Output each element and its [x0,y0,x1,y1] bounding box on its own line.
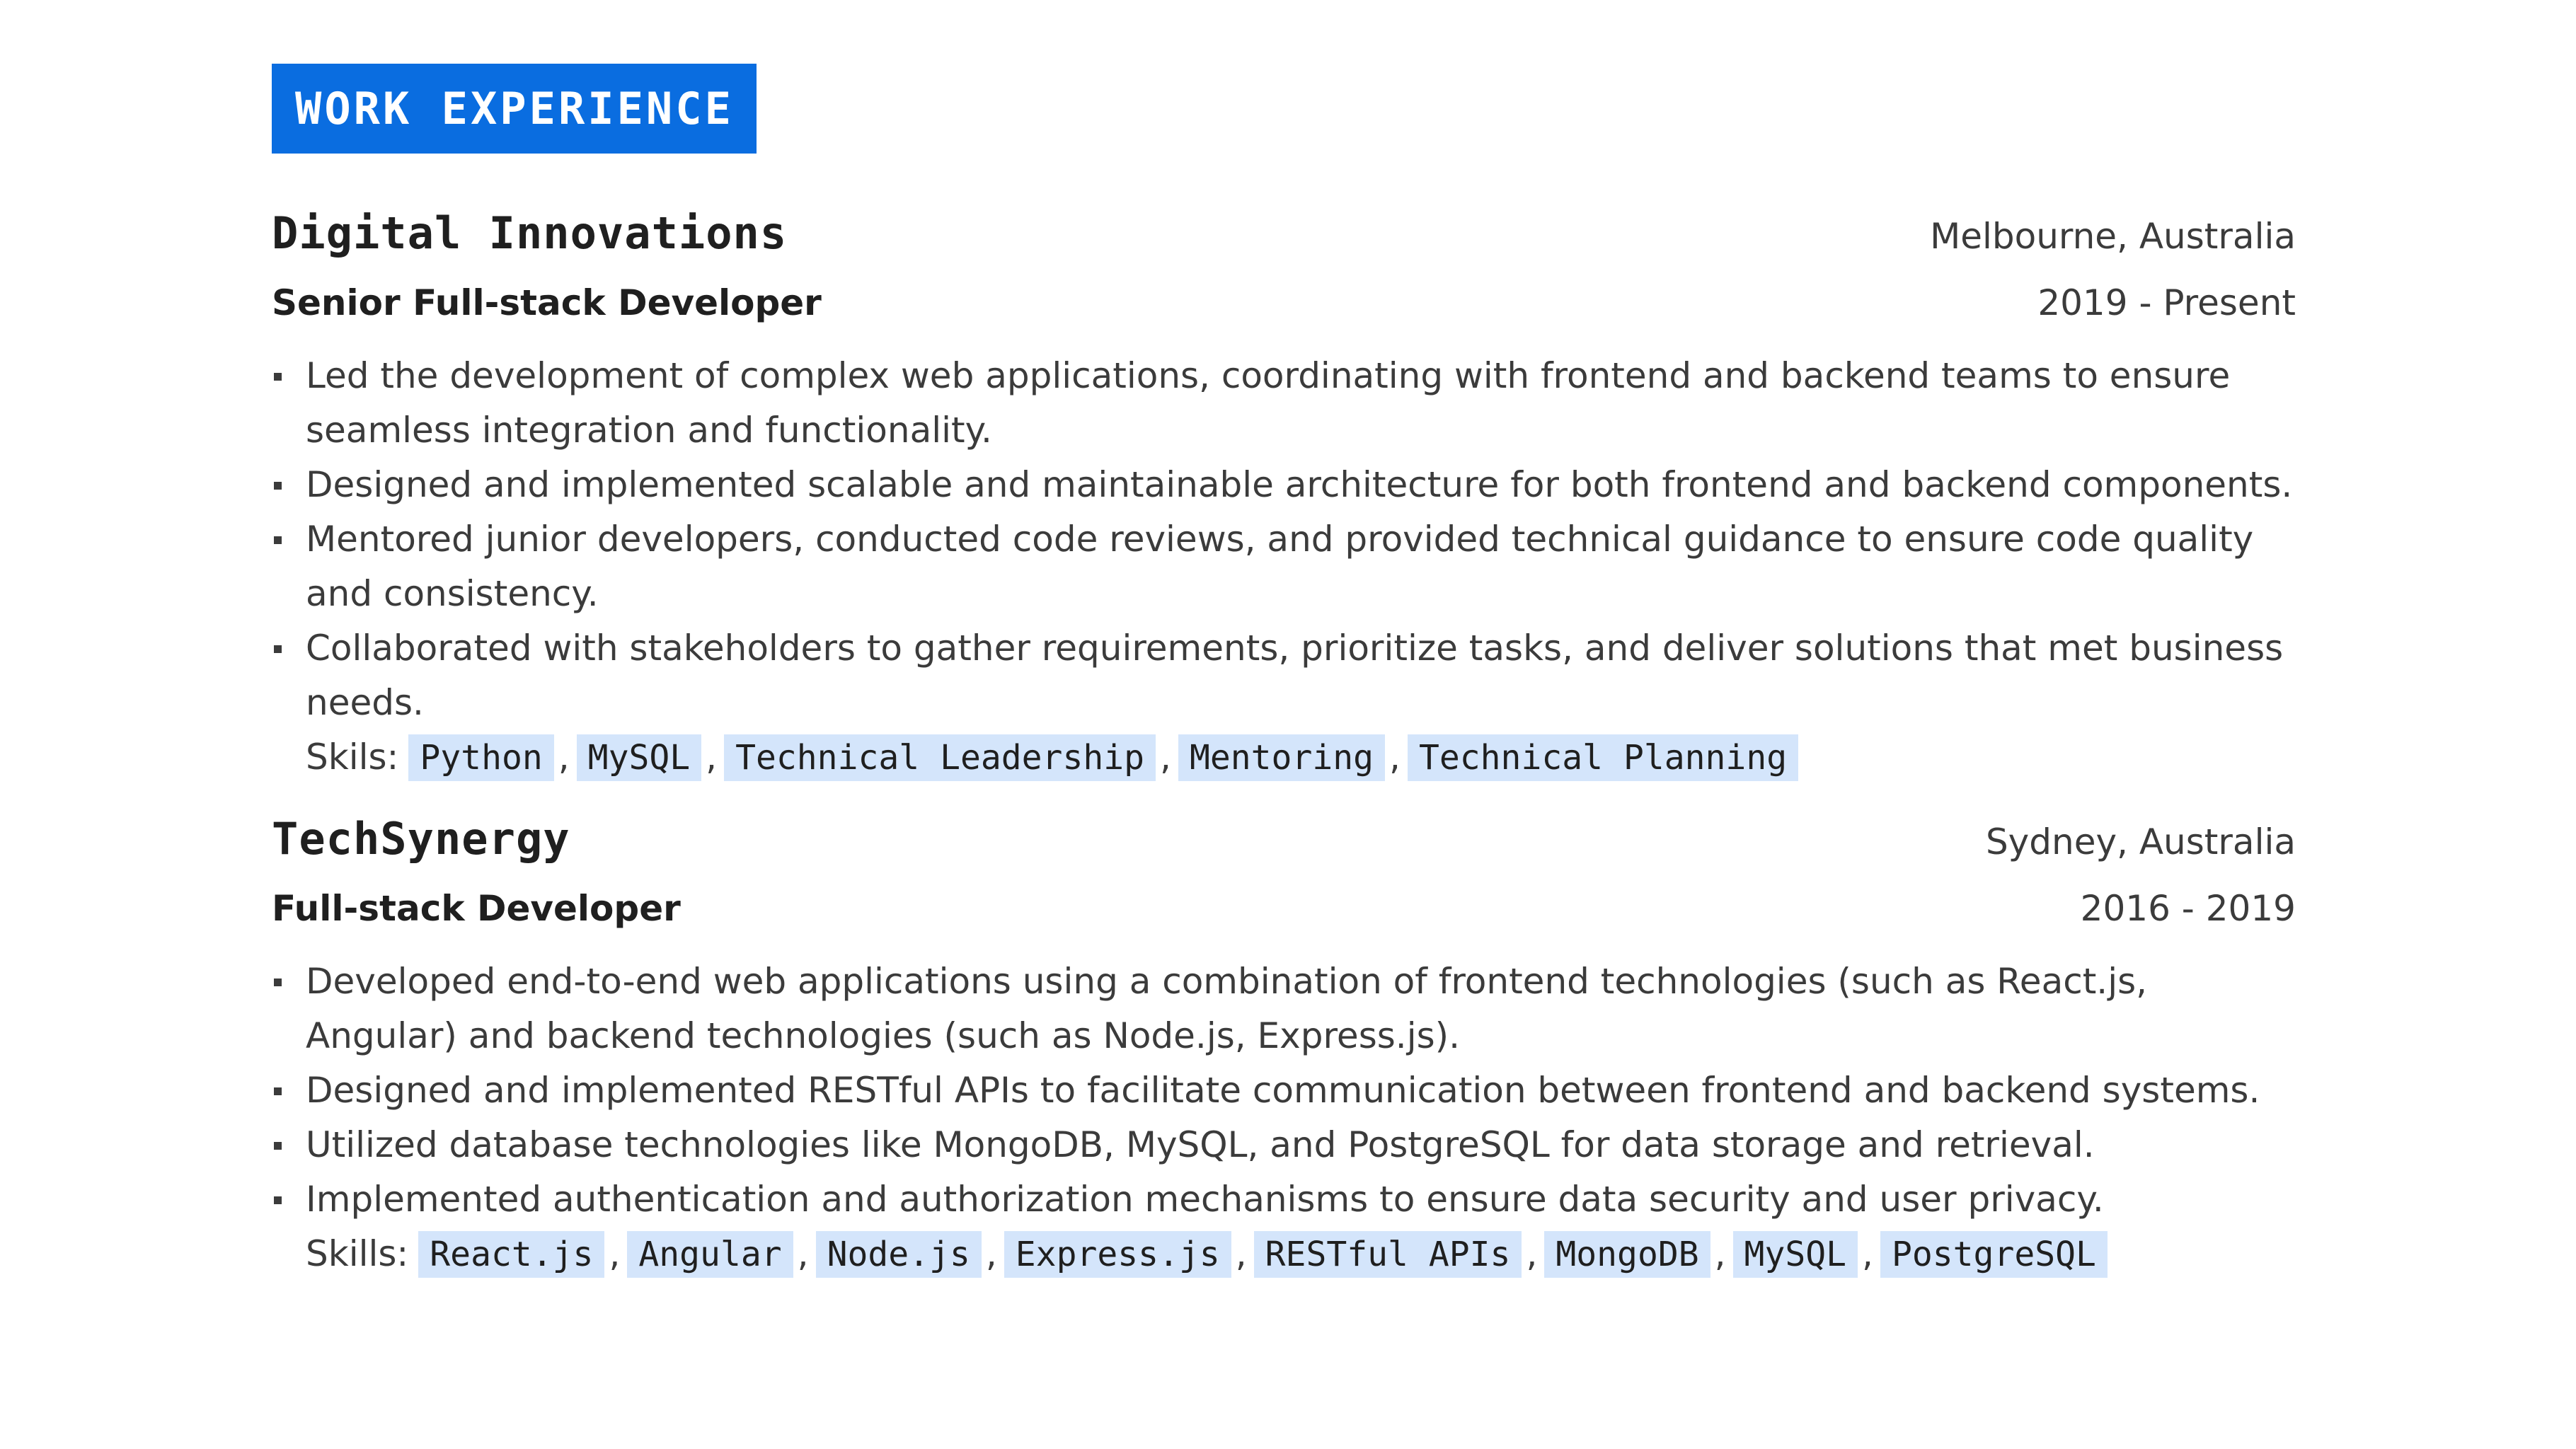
skills-label: Skills: [306,1233,409,1274]
skill-separator: , [1862,1233,1873,1274]
company-name: TechSynergy [272,813,570,865]
skill-chip: Angular [627,1231,793,1278]
job-header-row [272,204,2296,262]
job-role-row [272,884,2296,933]
job-role-row [272,278,2296,328]
skills-label: Skils: [306,737,399,778]
skill-chip: MongoDB [1544,1231,1710,1278]
job-dates: 2016 - 2019 [2080,888,2296,929]
skill-separator: , [797,1233,809,1274]
job-bullets [272,954,2296,1227]
skill-chip: Mentoring [1178,734,1385,781]
skill-separator: , [609,1233,621,1274]
skill-chip: Python [408,734,553,781]
job-entry [272,204,2296,785]
skill-chip: MySQL [577,734,702,781]
skill-chip: Express.js [1004,1231,1231,1278]
skill-separator: , [1714,1233,1726,1274]
skill-separator: , [558,737,570,778]
job-role: Senior Full-stack Developer [272,282,822,323]
job-bullet: Designed and implemented scalable and maintainable architecture for both frontend and backend components. [272,458,2296,512]
skill-chip: Technical Planning [1408,734,1798,781]
company-name: Digital Innovations [272,207,788,259]
skill-chip: Technical Leadership [724,734,1156,781]
job-bullet: Developed end-to-end web applications using a combination of frontend technologies (such as React.js, Angular) and backend technologies (such as Node.js, Express.js). [272,954,2296,1063]
job-entry [272,810,2296,1281]
job-bullet: Utilized database technologies like MongoDB, MySQL, and PostgreSQL for data storage and retrieval. [272,1118,2296,1172]
job-location: Melbourne, Australia [1930,216,2296,257]
job-bullet: Designed and implemented RESTful APIs to facilitate communication between frontend and backend systems. [272,1063,2296,1118]
job-bullet: Collaborated with stakeholders to gather requirements, prioritize tasks, and deliver solutions that met business needs. [272,621,2296,730]
skill-separator: , [1160,737,1171,778]
job-header-row [272,810,2296,868]
skill-separator: , [706,737,718,778]
skill-chip: PostgreSQL [1880,1231,2108,1278]
resume-page [272,64,2296,1281]
skill-chip: RESTful APIs [1254,1231,1522,1278]
section-title: WORK EXPERIENCE [272,64,757,154]
skill-separator: , [985,1233,997,1274]
job-location: Sydney, Australia [1985,821,2296,862]
skill-chip: MySQL [1733,1231,1858,1278]
skill-separator: , [1389,737,1401,778]
job-bullet: Implemented authentication and authorization mechanisms to ensure data security and user privacy. [272,1172,2296,1227]
skill-chip: React.js [418,1231,604,1278]
job-bullets [272,349,2296,730]
skill-chip: Node.js [816,1231,982,1278]
skills-row [272,730,2296,785]
job-bullet: Led the development of complex web applications, coordinating with frontend and backend teams to ensure seamless integration and functionality. [272,349,2296,458]
skill-separator: , [1526,1233,1538,1274]
job-dates: 2019 - Present [2037,282,2296,323]
skill-separator: , [1235,1233,1247,1274]
skills-row [272,1227,2296,1281]
job-bullet: Mentored junior developers, conducted code reviews, and provided technical guidance to ensure code quality and consistency. [272,512,2296,621]
job-role: Full-stack Developer [272,888,681,929]
